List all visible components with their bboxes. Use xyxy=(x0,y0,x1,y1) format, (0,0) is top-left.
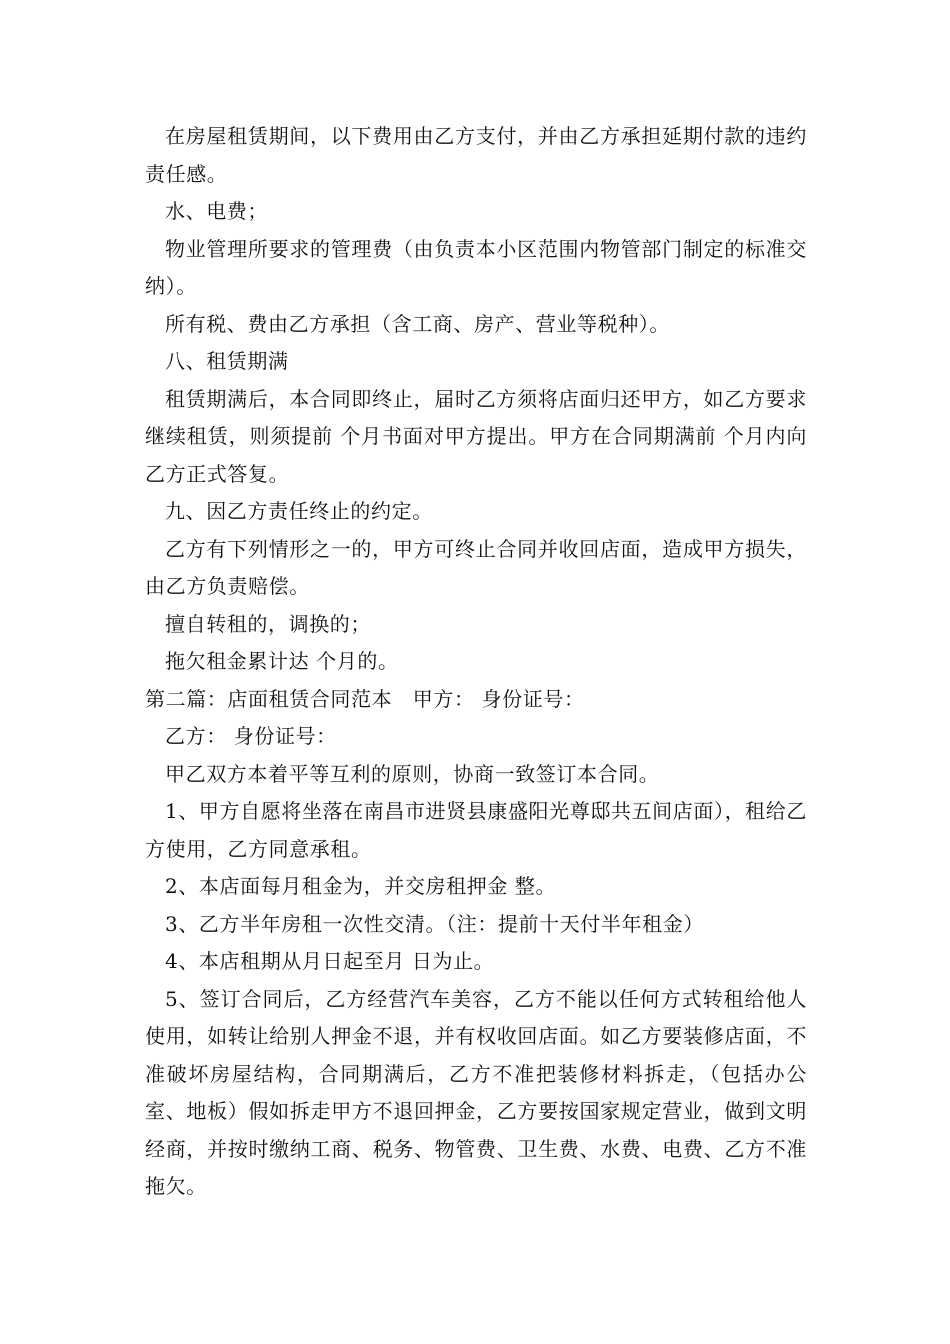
paragraph-fees-intro: 在房屋租赁期间，以下费用由乙方支付，并由乙方承担延期付款的违约责任感。 xyxy=(145,124,807,186)
document-body xyxy=(145,118,807,1206)
heading-termination: 九、因乙方责任终止的约定。 xyxy=(165,499,433,523)
paragraph-taxes: 所有税、费由乙方承担（含工商、房产、营业等税种）。 xyxy=(165,311,670,336)
clause-5: 5、签订合同后，乙方经营汽车美容，乙方不能以任何方式转租给他人使用，如转让给别人押金不退，并有权收回店面。如乙方要装修店面，不准破坏房屋结构，合同期满后，乙方不准把装修材料拆走，（包括办公室、地板）假如拆走甲方不退回押金，乙方要按国家规定营业，做到文明经商，并按时缴纳工商、税务、物管费、卫生费、水费、电费、乙方不准拖欠。 xyxy=(145,986,807,1198)
paragraph-water-electricity: 水、电费； xyxy=(165,199,268,223)
paragraph-party-b: 乙方： 身份证号： xyxy=(165,724,337,748)
paragraph-management-fee: 物业管理所要求的管理费（由负责本小区范围内物管部门制定的标准交纳）。 xyxy=(145,236,807,298)
paragraph-principle: 甲乙双方本着平等互利的原则，协商一致签订本合同。 xyxy=(165,761,660,786)
clause-2: 2、本店面每月租金为，并交房租押金 整。 xyxy=(165,874,557,898)
heading-lease-expiry: 八、租赁期满 xyxy=(165,349,289,373)
paragraph-arrears: 拖欠租金累计达 个月的。 xyxy=(165,649,399,673)
clause-4: 4、本店租期从月日起至月 日为止。 xyxy=(165,949,495,973)
clause-3: 3、乙方半年房租一次性交清。（注：提前十天付半年租金） xyxy=(165,911,704,936)
heading-second-contract: 第二篇：店面租赁合同范本 甲方： 身份证号： xyxy=(145,686,585,711)
paragraph-lease-expiry: 租赁期满后，本合同即终止，届时乙方须将店面归还甲方，如乙方要求继续租赁，则须提前 个月书面对甲方提出。甲方在合同期满前 个月内向乙方正式答复。 xyxy=(145,386,807,486)
paragraph-sublet: 擅自转租的，调换的； xyxy=(165,611,371,636)
clause-1: 1、甲方自愿将坐落在南昌市进贤县康盛阳光尊邸共五间店面），租给乙方使用，乙方同意承租。 xyxy=(145,799,807,861)
paragraph-termination: 乙方有下列情形之一的，甲方可终止合同并收回店面，造成甲方损失，由乙方负责赔偿。 xyxy=(145,536,807,598)
